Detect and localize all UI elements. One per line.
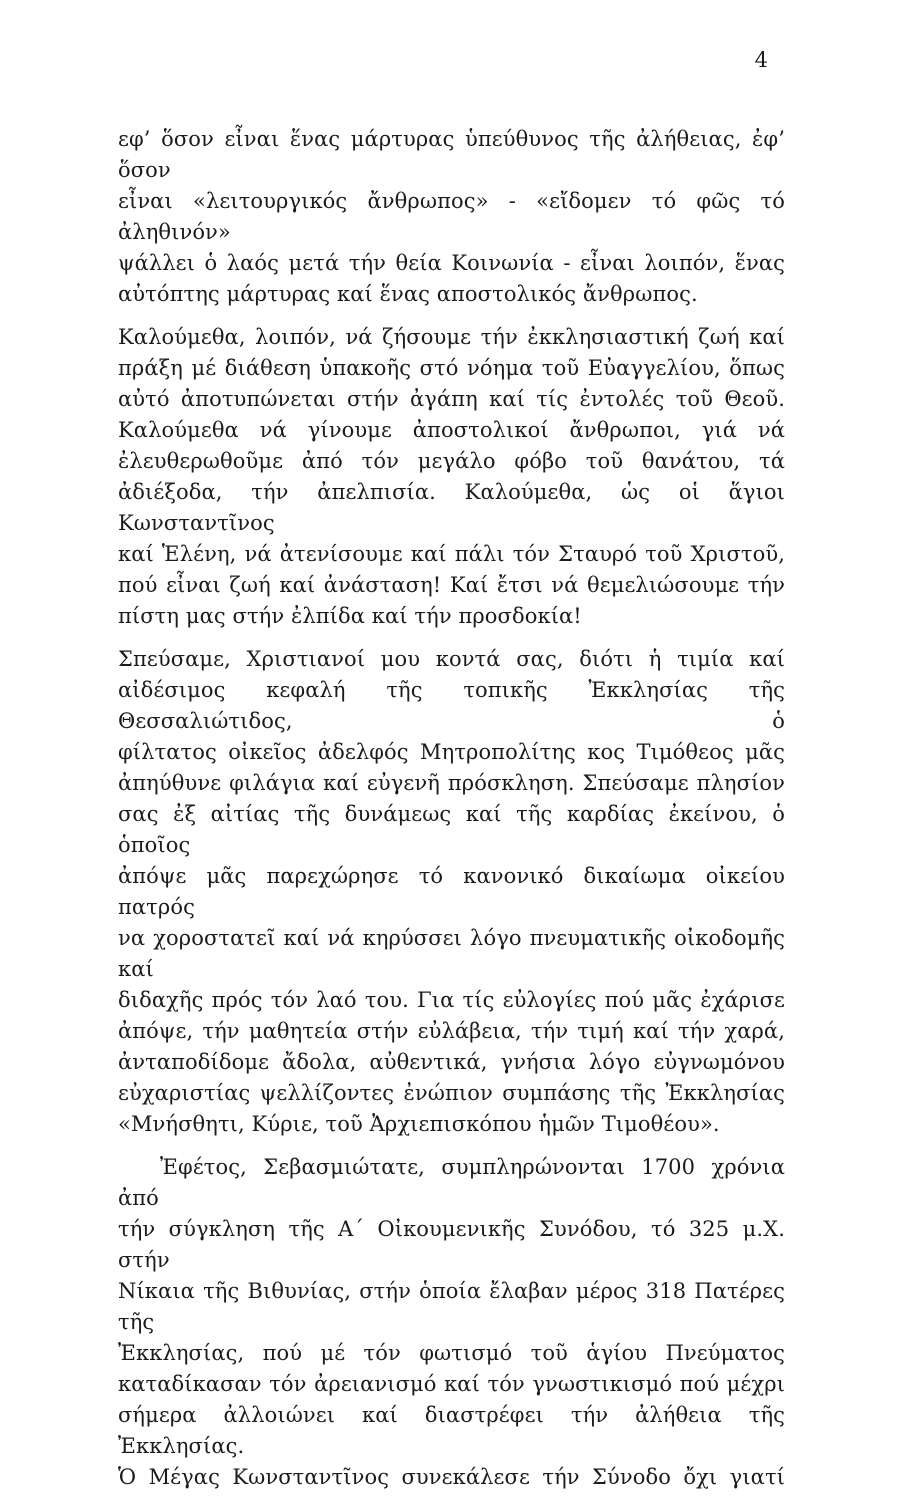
text-line: ἀνταποδίδομε ἄδολα, αὐθεντικά, γνήσια λόγο εὐγνωμόνου (118, 1050, 785, 1074)
text-line: Ἐκκλησίας, πού μέ τόν φωτισμό τοῦ ἁγίου Πνεύματος (118, 1341, 785, 1365)
text-line: πίστη μας στήν ἐλπίδα καί τήν προσδοκία! (118, 604, 582, 628)
paragraph (118, 322, 785, 632)
text-line: διδαχῆς πρός τόν λαό του. Για τίς εὐλογίες πού μᾶς ἐχάρισε (118, 988, 785, 1012)
text-line: τήν σύγκληση τῆς Α΄ Οἰκουμενικῆς Συνόδου, τό 325 μ.Χ. στήν (118, 1217, 785, 1272)
paragraph (118, 1152, 785, 1493)
text-line: ψάλλει ὁ λαός μετά τήν θεία Κοινωνία - εἶναι λοιπόν, ἕνας (118, 251, 785, 275)
text-line: φίλτατος οἰκεῖος ἀδελφός Μητροπολίτης κος Τιμόθεος μᾶς (118, 740, 785, 764)
text-line: ἀπόψε, τήν μαθητεία στήν εὐλάβεια, τήν τιμή καί τήν χαρά, (118, 1019, 785, 1043)
text-line: Νίκαια τῆς Βιθυνίας, στήν ὁποία ἔλαβαν μέρος 318 Πατέρες τῆς (118, 1279, 785, 1334)
text-line: εὐχαριστίας ψελλίζοντες ἐνώπιον συμπάσης τῆς Ἐκκλησίας (118, 1081, 785, 1105)
text-line: Ἐφέτος, Σεβασμιώτατε, συμπληρώνονται 1700 χρόνια ἀπό (118, 1155, 785, 1210)
text-line: ἐλευθερωθοῦμε ἀπό τόν μεγάλο φόβο τοῦ θανάτου, τά (118, 449, 785, 473)
paragraph (118, 124, 785, 310)
text-line: Καλούμεθα, λοιπόν, νά ζήσουμε τήν ἐκκλησιαστική ζωή καί (118, 325, 785, 349)
text-line: να χοροστατεῖ καί νά κηρύσσει λόγο πνευματικῆς οἰκοδομῆς καί (118, 926, 785, 981)
paragraph (118, 644, 785, 1140)
text-line: καί Ἑλένη, νά ἀτενίσουμε καί πάλι τόν Σταυρό τοῦ Χριστοῦ, (118, 542, 785, 566)
text-line: σήμερα ἀλλοιώνει καί διαστρέφει τήν ἀλήθεια τῆς Ἐκκλησίας. (118, 1403, 785, 1458)
text-line: Ὁ Μέγας Κωνσταντῖνος συνεκάλεσε τήν Σύνοδο ὄχι γιατί (118, 1465, 785, 1489)
text-line: ἀπηύθυνε φιλάγια καί εὐγενῆ πρόσκληση. Σπεύσαμε πλησίον (118, 771, 785, 795)
text-line: καταδίκασαν τόν ἀρειανισμό καί τόν γνωστικισμό πού μέχρι (118, 1372, 785, 1396)
text-line: «Μνήσθητι, Κύριε, τοῦ Ἀρχιεπισκόπου ἡμῶν Τιμοθέου». (118, 1112, 720, 1136)
text-line: σας ἐξ αἰτίας τῆς δυνάμεως καί τῆς καρδίας ἐκείνου, ὁ ὁποῖος (118, 802, 785, 857)
text-line: Καλούμεθα νά γίνουμε ἀποστολικοί ἄνθρωποι, γιά νά (118, 418, 785, 442)
text-line: αὐτόπτης μάρτυρας καί ἕνας αποστολικός ἄνθρωπος. (118, 282, 698, 306)
page-number: 4 (754, 48, 768, 72)
text-line: Σπεύσαμε, Χριστιανοί μου κοντά σας, διότι ἡ τιμία καί (118, 647, 785, 671)
text-line: πού εἶναι ζωή καί ἀνάσταση! Καί ἔτσι νά θεμελιώσουμε τήν (118, 573, 785, 597)
text-line: ἀδιέξοδα, τήν ἀπελπισία. Καλούμεθα, ὡς οἱ ἅγιοι Κωνσταντῖνος (118, 480, 785, 535)
text-line: ἀπόψε μᾶς παρεχώρησε τό κανονικό δικαίωμα οἰκείου πατρός (118, 864, 785, 919)
text-line: αἰδέσιμος κεφαλή τῆς τοπικῆς Ἐκκλησίας τῆς Θεσσαλιώτιδος, ὁ (118, 678, 785, 733)
document-body (118, 124, 785, 1505)
text-line: εἶναι «λειτουργικός ἄνθρωπος» - «εἴδομεν τό φῶς τό ἀληθινόν» (118, 189, 785, 244)
text-line: εφ’ ὅσον εἶναι ἕνας μάρτυρας ὑπεύθυνος τῆς ἀλήθειας, ἐφ’ ὅσον (118, 127, 785, 182)
text-line: αὐτό ἀποτυπώνεται στήν ἀγάπη καί τίς ἐντολές τοῦ Θεοῦ. (118, 387, 785, 411)
text-line: πράξη μέ διάθεση ὑπακοῆς στό νόημα τοῦ Εὐαγγελίου, ὅπως (118, 356, 785, 380)
